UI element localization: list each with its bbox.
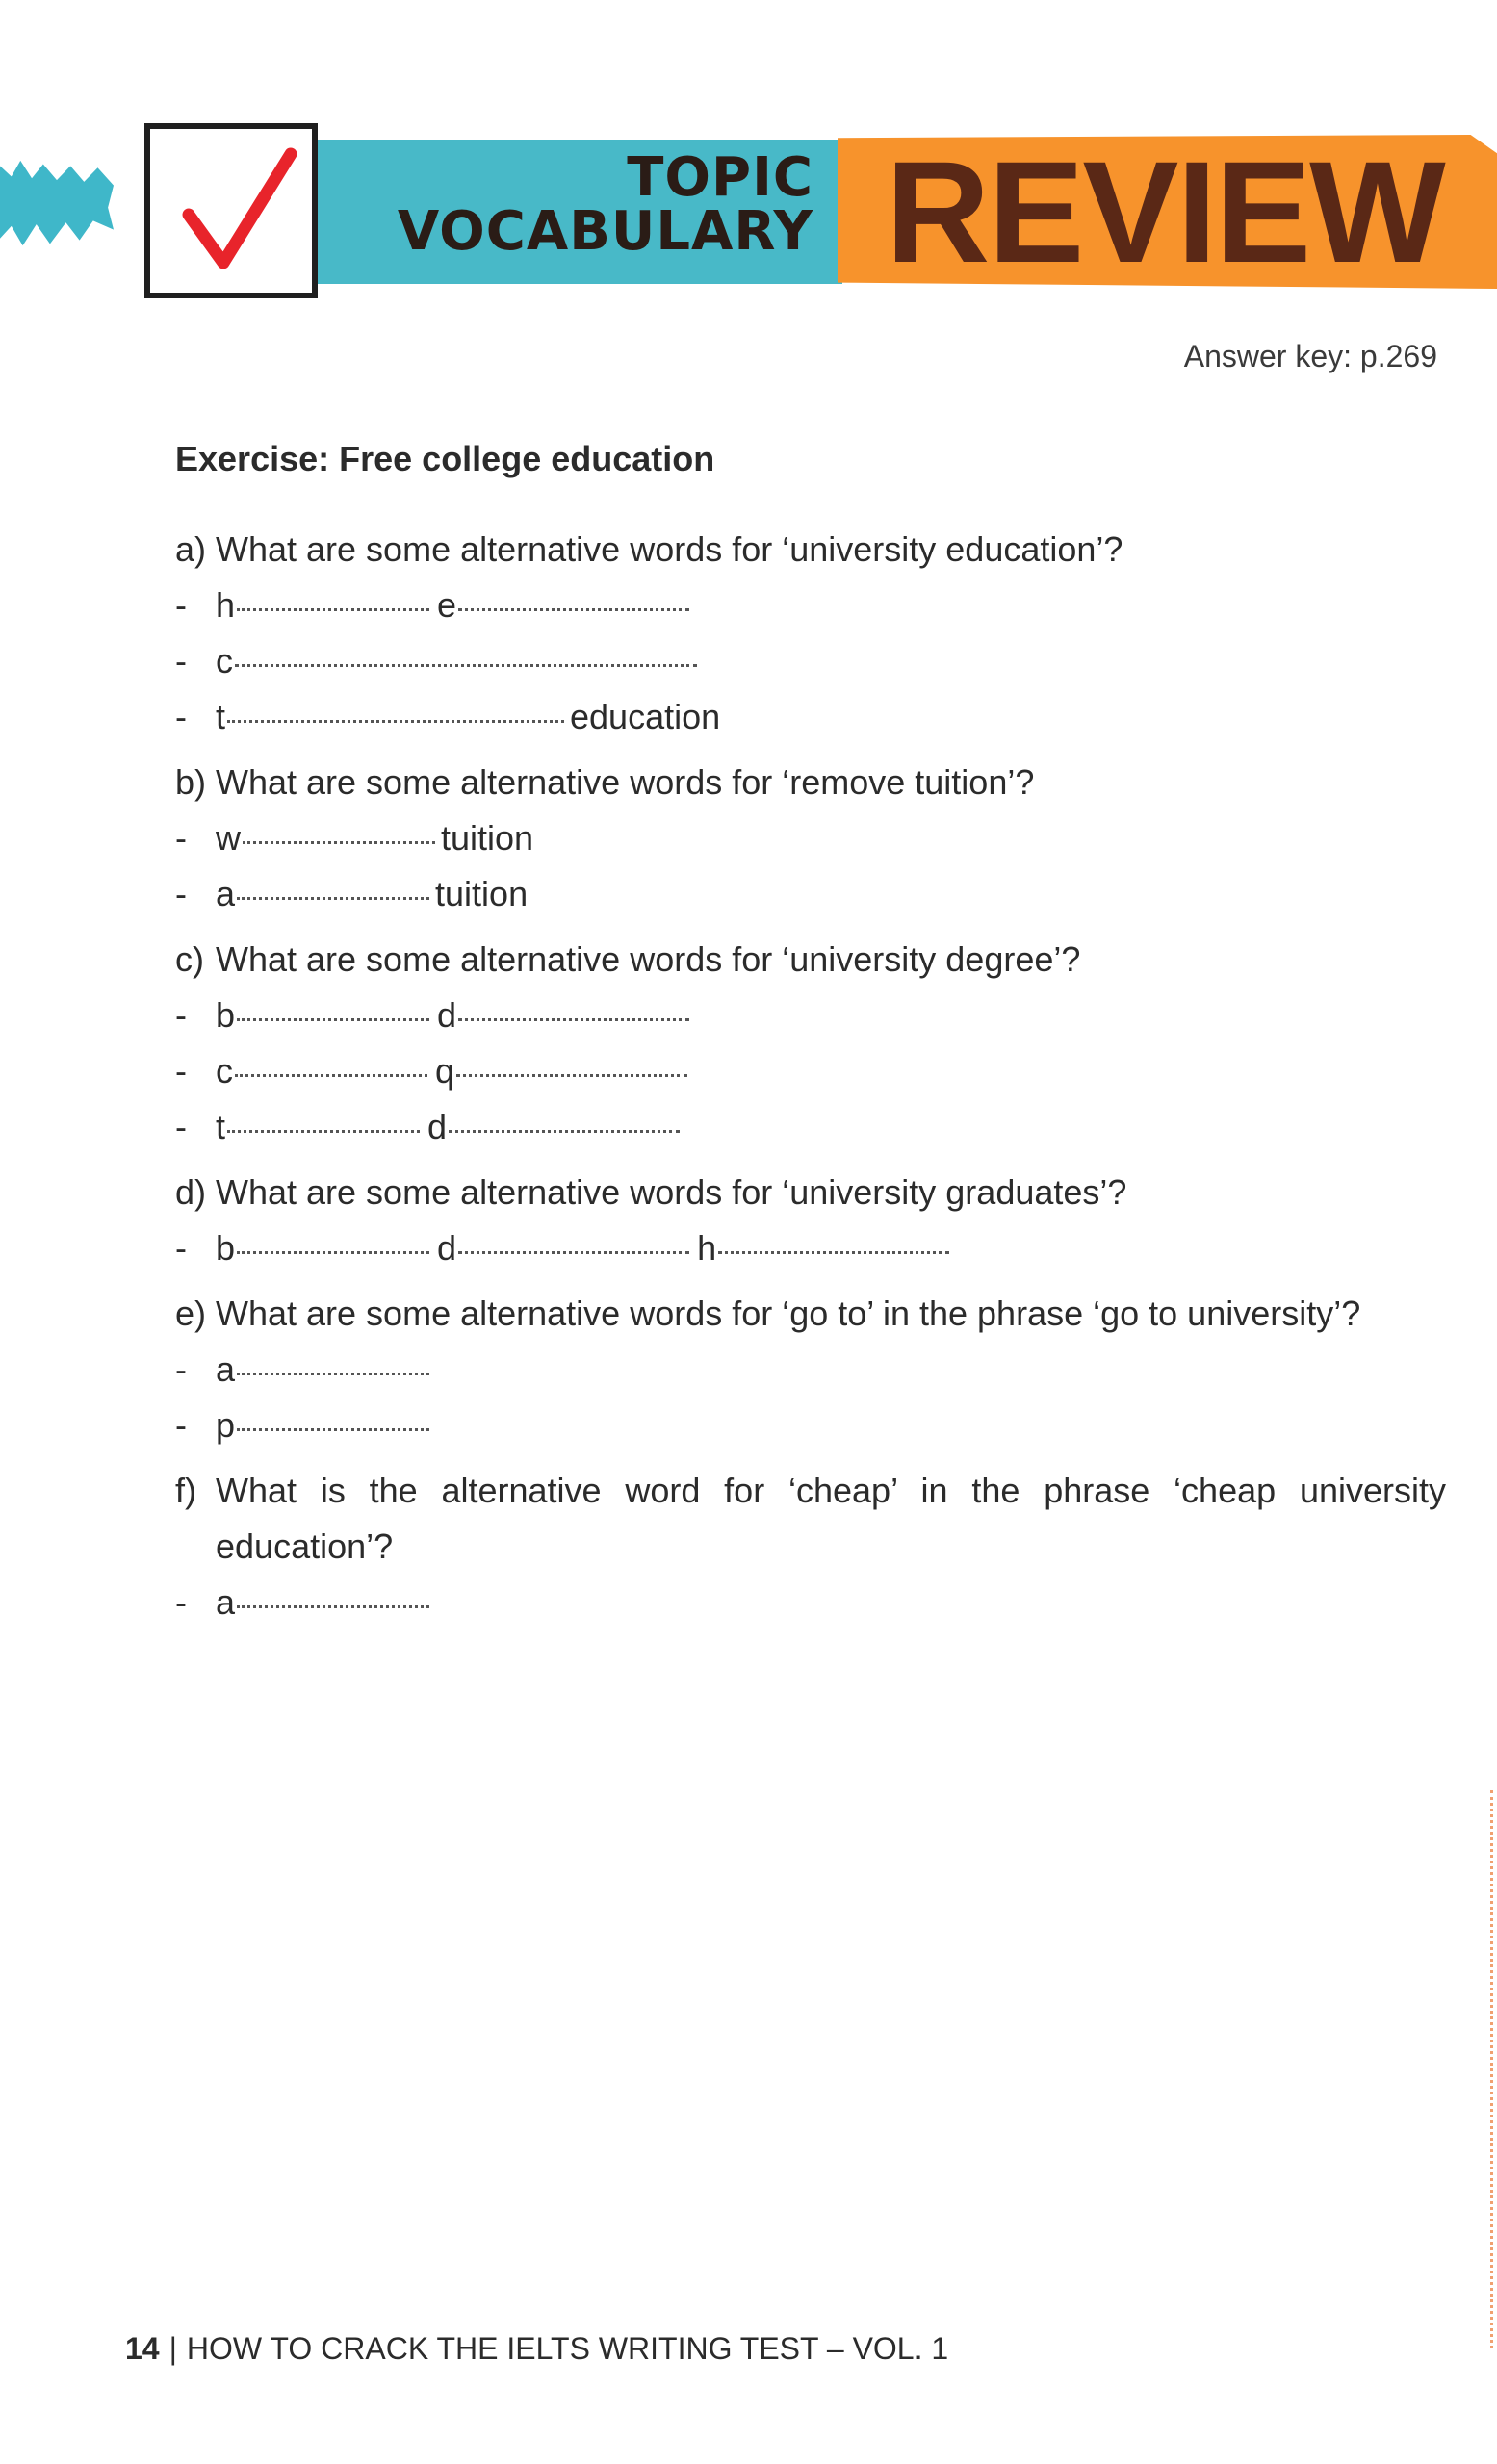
answer-blank[interactable] [435,1043,687,1099]
question-letter: a) [175,529,207,569]
question-e [175,1286,1446,1453]
initial-letter: t [216,1107,226,1146]
initial-letter: h [216,585,236,625]
exercise-section [175,431,1446,1630]
initial-letter: b [216,995,236,1035]
answer-blank[interactable] [216,810,435,866]
initial-letter: h [697,1228,717,1268]
initial-letter: e [437,585,457,625]
question-letter: b) [175,762,207,802]
answer-list [175,1220,1446,1276]
initial-letter: d [437,1228,457,1268]
answer-list [175,1342,1446,1453]
list-dash: - [175,1405,187,1445]
answer-blank[interactable] [437,988,689,1043]
page-footer [125,2331,948,2367]
answer-line [175,1342,1446,1398]
vocabulary-word: VOCABULARY [397,200,813,263]
page-number: 14 [125,2331,160,2366]
answer-blank[interactable] [216,1099,420,1155]
initial-letter: p [216,1405,236,1445]
initial-letter: b [216,1228,236,1268]
answer-blank[interactable] [437,578,689,633]
answer-blank[interactable] [216,578,429,633]
footer-separator: | [168,2331,177,2366]
answer-list [175,988,1446,1155]
fixed-word: tuition [441,818,534,858]
list-dash: - [175,995,187,1035]
initial-letter: w [216,818,241,858]
review-heading: REVIEW [886,131,1444,293]
fixed-word: tuition [435,874,529,913]
answer-line [175,988,1446,1043]
answer-line [175,689,1446,745]
initial-letter: c [216,1051,233,1091]
question-text: What are some alternative words for ‘university degree’? [216,939,1081,979]
topic-word: TOPIC [627,146,813,209]
answer-blank[interactable] [216,1575,429,1630]
list-dash: - [175,641,187,680]
answer-blank[interactable] [437,1220,689,1276]
list-dash: - [175,1228,187,1268]
answer-key-reference: Answer key: p.269 [1183,339,1437,373]
topic-vocabulary-heading [380,146,813,263]
initial-letter: d [437,995,457,1035]
answer-line [175,578,1446,633]
book-title: HOW TO CRACK THE IELTS WRITING TEST – VOL. 1 [186,2331,949,2366]
fixed-word: education [570,697,721,736]
question-letter: f) [175,1471,196,1510]
answer-list [175,578,1446,745]
answer-line [175,1099,1446,1155]
answer-line [175,810,1446,866]
list-dash: - [175,874,187,913]
question-b [175,755,1446,922]
teal-brush-decoration [0,159,114,247]
question-c [175,932,1446,1155]
answer-blank[interactable] [216,1043,427,1099]
initial-letter: a [216,1582,236,1622]
answer-line [175,866,1446,922]
answer-line [175,1398,1446,1453]
list-dash: - [175,1349,187,1389]
initial-letter: q [435,1051,455,1091]
initial-letter: t [216,697,226,736]
list-dash: - [175,1582,187,1622]
answer-blank[interactable] [697,1220,949,1276]
question-a [175,522,1446,745]
initial-letter: c [216,641,233,680]
page-edge-mark [1487,1790,1493,2348]
answer-blank[interactable] [216,689,564,745]
exercise-title: Exercise: Free college education [175,439,715,478]
question-letter: c) [175,939,204,979]
answer-line [175,633,1446,689]
question-text: What is the alternative word for ‘cheap’ in the phrase ‘cheap university education’? [216,1471,1446,1566]
answer-blank[interactable] [216,866,429,922]
list-dash: - [175,1107,187,1146]
answer-blank[interactable] [216,1342,429,1398]
answer-blank[interactable] [216,1220,429,1276]
question-text: What are some alternative words for ‘remove tuition’? [216,762,1035,802]
question-text: What are some alternative words for ‘university graduates’? [216,1172,1127,1212]
list-dash: - [175,818,187,858]
initial-letter: a [216,1349,236,1389]
question-d [175,1165,1446,1276]
answer-line [175,1575,1446,1630]
answer-list [175,1575,1446,1630]
checkbox-icon [144,123,318,298]
answer-blank[interactable] [216,988,429,1043]
question-text: What are some alternative words for ‘university education’? [216,529,1123,569]
answer-blank[interactable] [216,1398,429,1453]
answer-blank[interactable] [427,1099,680,1155]
question-letter: d) [175,1172,207,1212]
initial-letter: d [427,1107,448,1146]
initial-letter: a [216,874,236,913]
question-letter: e) [175,1294,207,1333]
answer-line [175,1043,1446,1099]
question-f [175,1463,1446,1630]
checkmark-icon [168,142,302,287]
list-dash: - [175,697,187,736]
answer-list [175,810,1446,922]
answer-blank[interactable] [216,633,697,689]
list-dash: - [175,585,187,625]
question-text: What are some alternative words for ‘go to’ in the phrase ‘go to university’? [216,1294,1361,1333]
list-dash: - [175,1051,187,1091]
answer-line [175,1220,1446,1276]
